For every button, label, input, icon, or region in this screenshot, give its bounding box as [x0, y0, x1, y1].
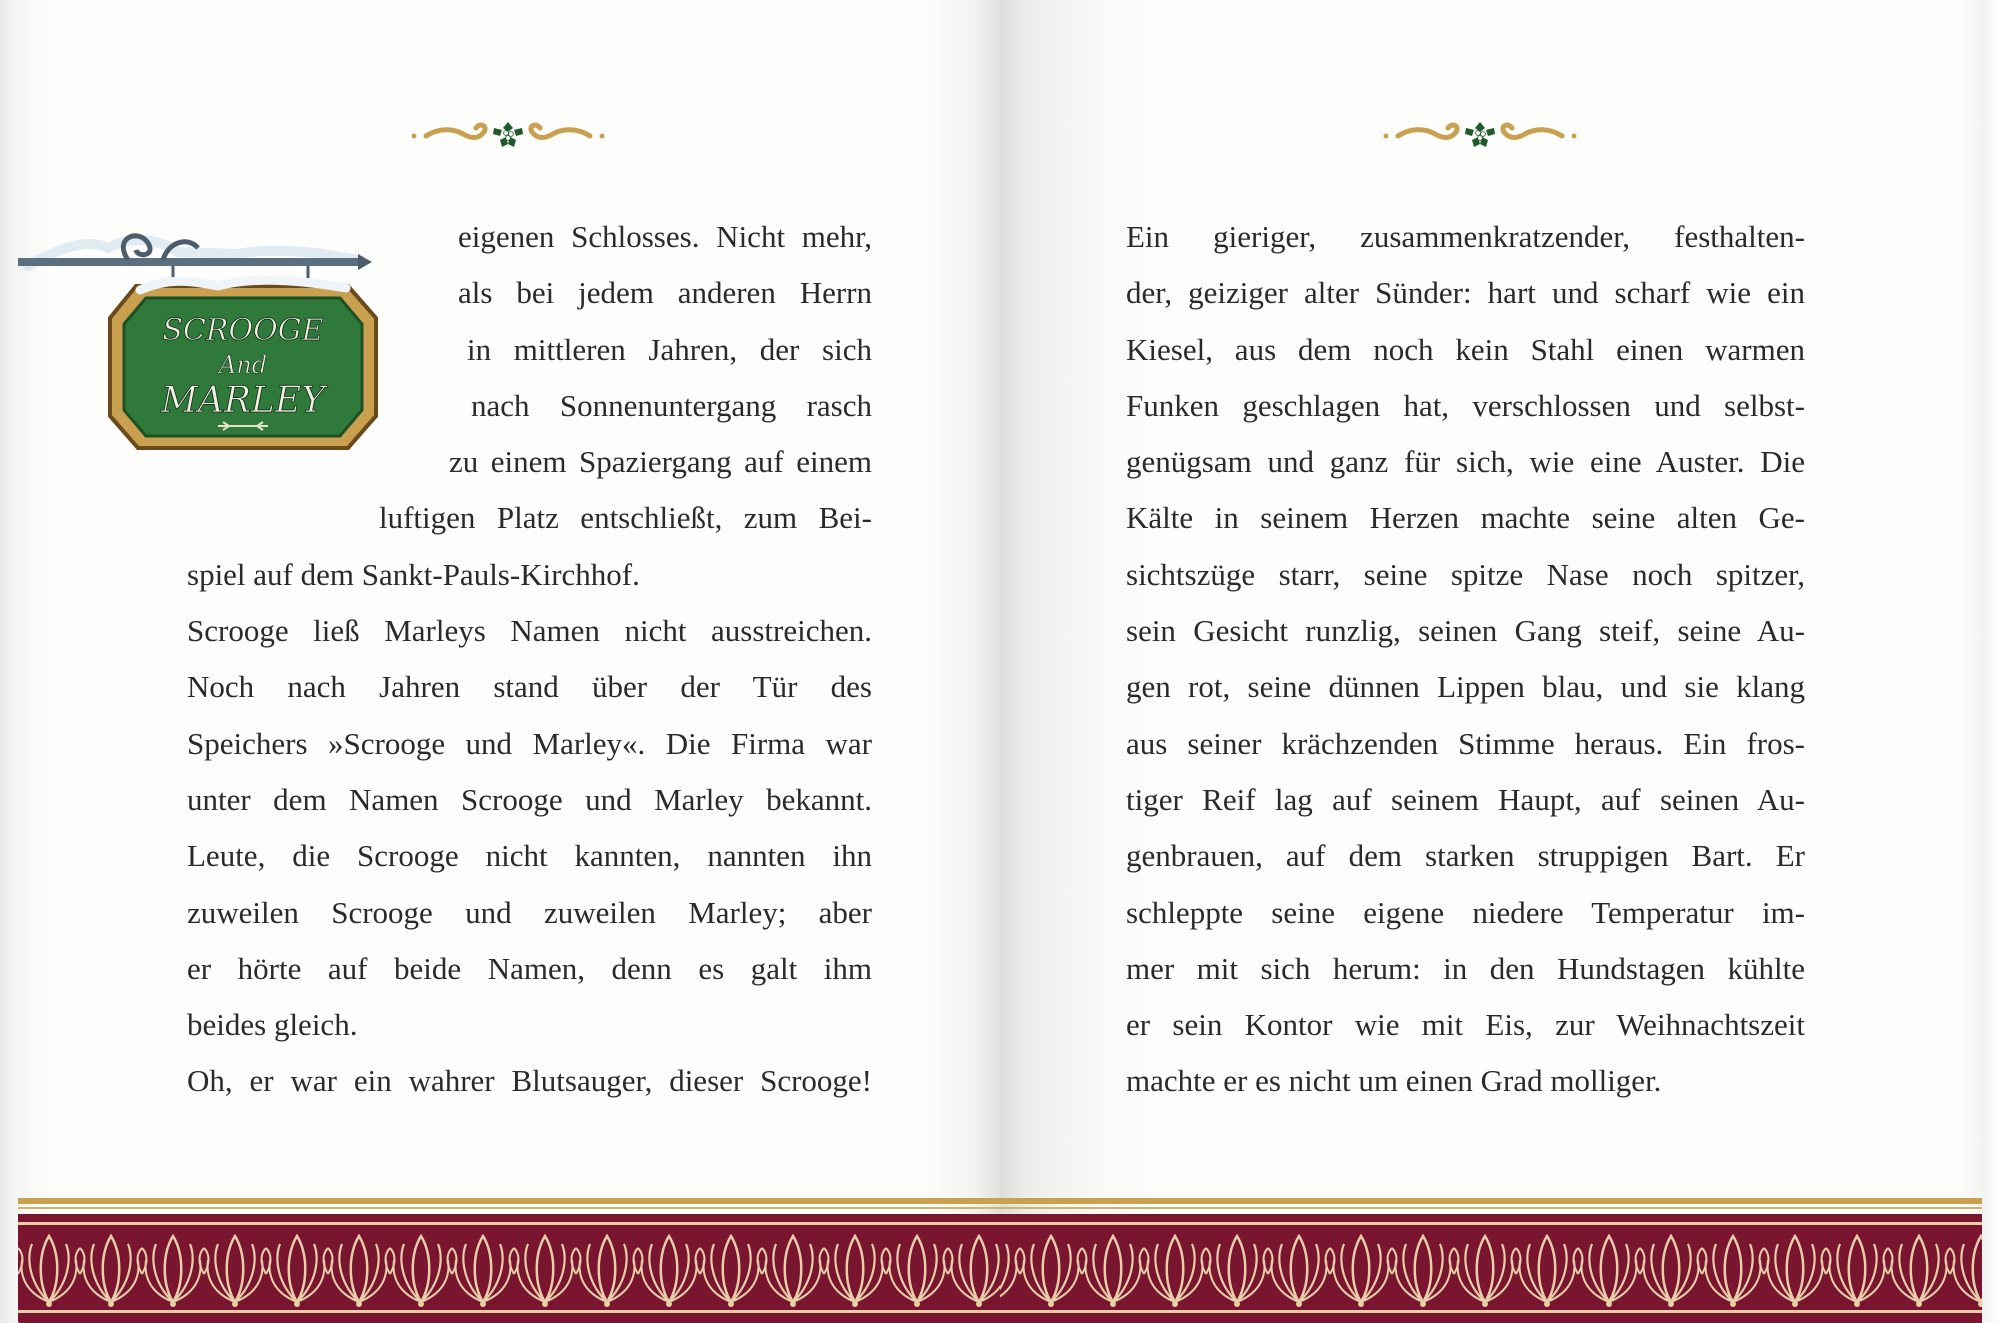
right-page-text-line: sein Gesicht runzlig, seinen Gang steif, seine Au- — [1126, 613, 1805, 649]
right-page-text-line: genbrauen, auf dem starken struppigen Bart. Er — [1126, 838, 1805, 874]
left-page-text-line: Speichers »Scrooge und Marley«. Die Firma war — [187, 725, 872, 761]
left-page-text-line: er hörte auf beide Namen, denn es galt ihm — [187, 950, 872, 986]
right-page-text-line: Ein gieriger, zusammenkratzender, festhalten- — [1126, 219, 1805, 254]
left-page-text-line: Oh, er war ein wahrer Blutsauger, dieser Scrooge! — [187, 1063, 872, 1099]
left-page-text-line: in mittleren Jahren, der sich — [467, 331, 872, 367]
left-page-text-line: Scrooge ließ Marleys Namen nicht ausstreichen. — [187, 613, 872, 649]
right-page-text-line: mer mit sich herum: in den Hundstagen kühlte — [1126, 950, 1805, 986]
palmette-pattern-icon — [18, 1214, 1000, 1323]
right-page-text-line: schleppte seine eigene niedere Temperatur im- — [1126, 894, 1805, 930]
left-page-text — [187, 209, 872, 1110]
right-page-text-line: machte er es nicht um einen Grad molliger. — [1126, 1063, 1662, 1099]
decorative-border-left — [18, 1198, 1000, 1323]
right-page-text-line: Kiesel, aus dem noch kein Stahl einen warmen — [1126, 331, 1805, 367]
right-page-text-line: tiger Reif lag auf seinem Haupt, auf seinen Au- — [1126, 781, 1805, 817]
left-page-text-line: spiel auf dem Sankt-Pauls-Kirchhof. — [187, 556, 640, 592]
left-page — [18, 0, 1000, 1323]
sign-line-3: MARLEY — [161, 380, 325, 421]
left-page-text-line: zu einem Spaziergang auf einem — [449, 444, 872, 480]
right-page-text-line: genügsam und ganz für sich, wie eine Auster. Die — [1126, 444, 1805, 480]
ornament-flourish-icon — [1380, 116, 1580, 152]
palmette-pattern-icon — [1000, 1214, 1982, 1323]
left-page-text-line: beides gleich. — [187, 1007, 358, 1043]
right-page-text-line: der, geiziger alter Sünder: hart und scharf wie ein — [1126, 275, 1805, 311]
left-page-text-line: eigenen Schlosses. Nicht mehr, — [458, 219, 872, 254]
sign-line-2: And — [218, 351, 268, 379]
ornament-flourish-icon — [408, 116, 608, 152]
left-page-text-line: nach Sonnenuntergang rasch — [471, 387, 872, 423]
left-page-edge — [0, 0, 18, 1323]
right-page-text-line: Kälte in seinem Herzen machte seine alten Ge- — [1126, 500, 1805, 536]
right-page — [1000, 0, 1982, 1323]
right-page-edge — [1982, 0, 2000, 1323]
right-page-text — [1126, 209, 1805, 1110]
right-page-text-line: er sein Kontor wie mit Eis, zur Weihnachtszeit — [1126, 1007, 1805, 1043]
right-page-text-line: Funken geschlagen hat, verschlossen und selbst- — [1126, 387, 1805, 423]
decorative-border-right — [1000, 1198, 1982, 1323]
left-page-text-line: Leute, die Scrooge nicht kannten, nannten ihn — [187, 838, 872, 874]
sign-line-1: SCROOGE — [162, 313, 324, 348]
right-page-text-line: sichtszüge starr, seine spitze Nase noch spitzer, — [1126, 556, 1805, 592]
left-page-text-line: als bei jedem anderen Herrn — [458, 275, 872, 311]
left-page-text-line: luftigen Platz entschließt, zum Bei- — [379, 500, 872, 536]
left-page-text-line: unter dem Namen Scrooge und Marley bekannt. — [187, 781, 872, 817]
right-page-text-line: aus seiner krächzenden Stimme heraus. Ein fros- — [1126, 725, 1805, 761]
left-page-text-line: Noch nach Jahren stand über der Tür des — [187, 669, 872, 705]
right-page-text-line: gen rot, seine dünnen Lippen blau, und sie klang — [1126, 669, 1805, 705]
left-page-text-line: zuweilen Scrooge und zuweilen Marley; aber — [187, 894, 872, 930]
